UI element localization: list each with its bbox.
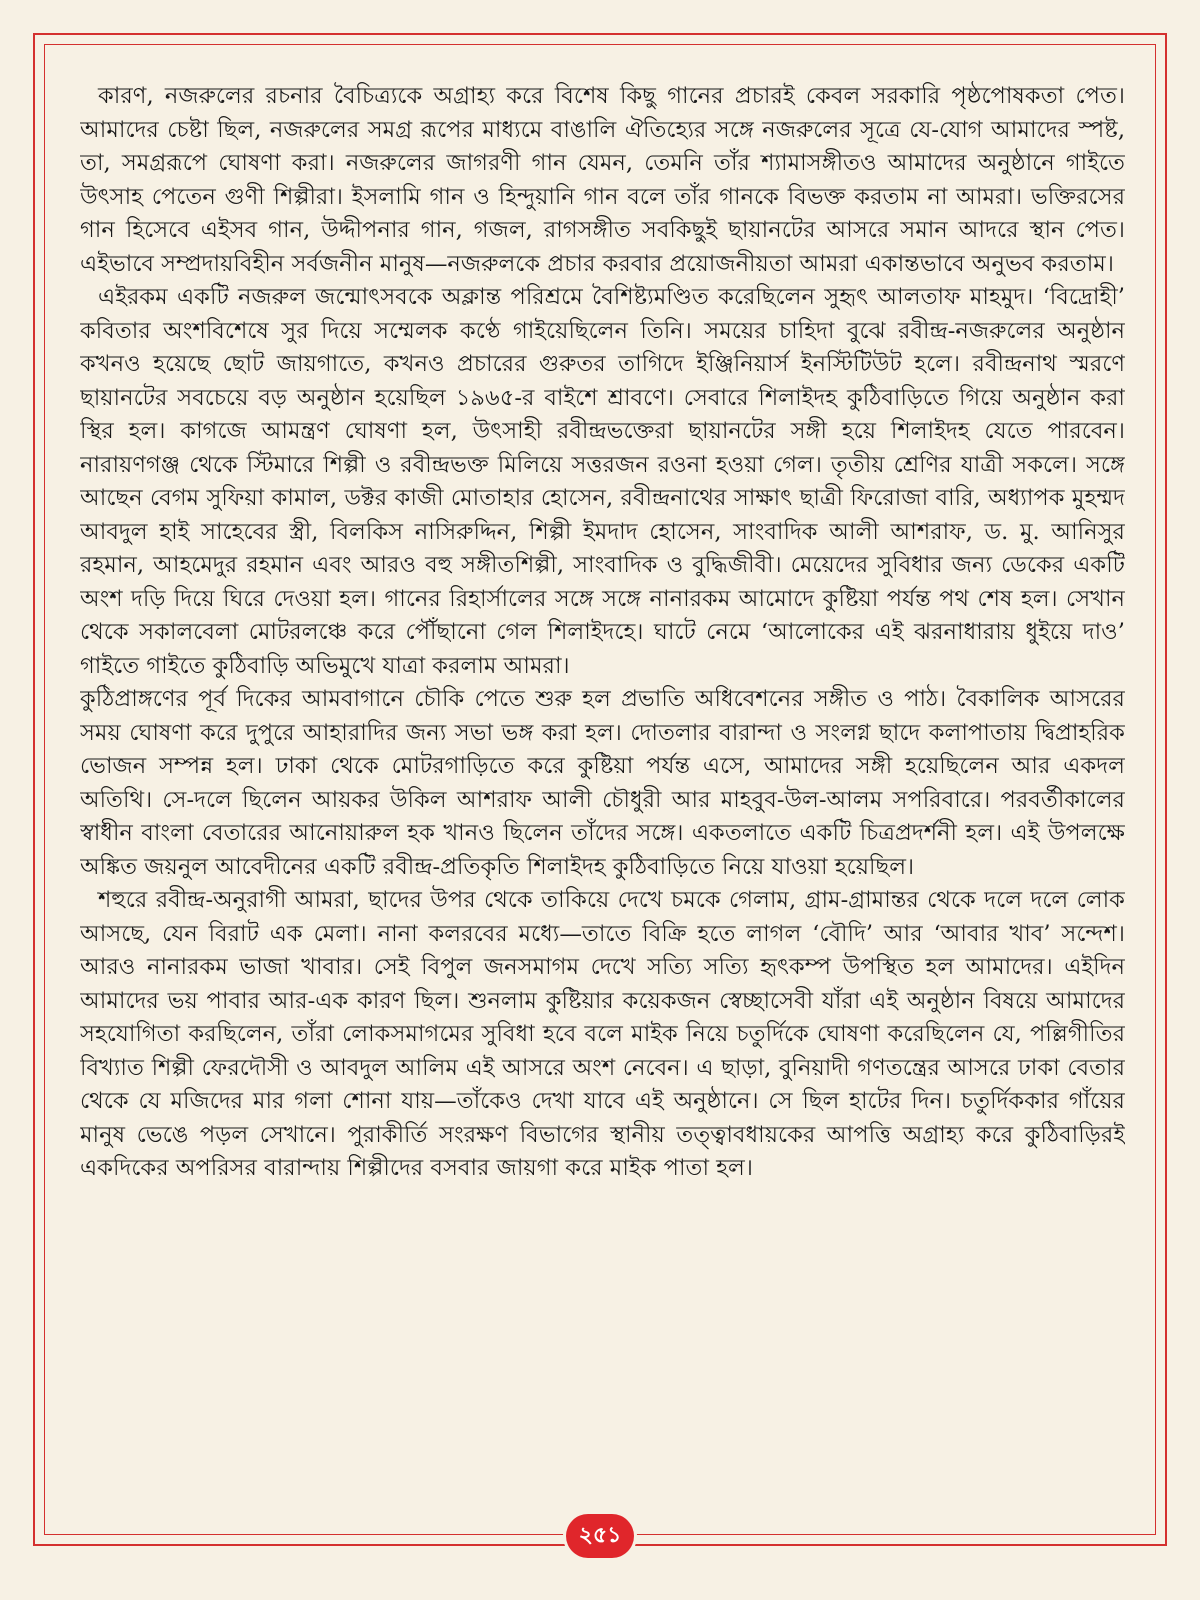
paragraph-4: শহুরে রবীন্দ্র-অনুরাগী আমরা, ছাদের উপর থেকে তাকিয়ে দেখে চমকে গেলাম, গ্রাম-গ্রামান্তর থেকে দলে দলে লোক আসছে, যেন বিরাট এক মেলা। নানা কলরবের মধ্যে—তাতে বিক্রি হতে লাগল ‘বৌদি’ আর ‘আবার খাব’ সন্দেশ। আরও নানারকম ভাজা খাবার। সেই বিপুল জনসমাগম দেখে সত্যি সত্যি হৃৎকম্প উপস্থিত হল আমাদের। এইদিন আমাদের ভয় পাবার আর-এক কারণ ছিল। শুনলাম কুষ্টিয়ার কয়েকজন স্বেচ্ছাসেবী যাঁরা এই অনুষ্ঠান বিষয়ে আমাদের সহযোগিতা করছিলেন, তাঁরা লোকসমাগমের সুবিধা হবে বলে মাইক নিয়ে চতুর্দিকে ঘোষণা করেছিলেন যে, পল্লিগীতির বিখ্যাত শিল্পী ফেরদৌসী ও আবদুল আলিম এই আসরে অংশ নেবেন। এ ছাড়া, বুনিয়াদী গণতন্ত্রের আসরে ঢাকা বেতার থেকে যে মজিদের মার গলা শোনা যায়—তাঁকেও দেখা যাবে এই অনুষ্ঠানে। সে ছিল হাটের দিন। চতুর্দিককার গাঁয়ের মানুষ ভেঙে পড়ল সেখানে। পুরাকীর্তি সংরক্ষণ বিভাগের স্থানীয় তত্ত্বাবধায়কের আপত্তি অগ্রাহ্য করে কুঠিবাড়িরই একদিকের অপরিসর বারান্দায় শিল্পীদের বসবার জায়গা করে মাইক পাতা হল। [80,887,1125,1181]
paragraph-3: কুঠিপ্রাঙ্গণের পূর্ব দিকের আমবাগানে চৌকি পেতে শুরু হল প্রভাতি অধিবেশনের সঙ্গীত ও পাঠ। বৈকালিক আসরের সময় ঘোষণা করে দুপুরে আহারাদির জন্য সভা ভঙ্গ করা হল। দোতলার বারান্দা ও সংলগ্ন ছাদে কলাপাতায় দ্বিপ্রাহরিক ভোজন সম্পন্ন হল। ঢাকা থেকে মোটরগাড়িতে করে কুষ্টিয়া পর্যন্ত এসে, আমাদের সঙ্গী হয়েছিলেন আর একদল অতিথি। সে-দলে ছিলেন আয়কর উকিল আশরাফ আলী চৌধুরী আর মাহবুব-উল-আলম সপরিবারে। পরবর্তীকালের স্বাধীন বাংলা বেতারের আনোয়ারুল হক খানও ছিলেন তাঁদের সঙ্গে। একতলাতে একটি চিত্রপ্রদর্শনী হল। এই উপলক্ষে অঙ্কিত জয়নুল আবেদীনের একটি রবীন্দ্র-প্রতিকৃতি শিলাইদহ কুঠিবাড়িতে নিয়ে যাওয়া হয়েছিল। [80,686,1125,880]
page-body [80,80,1125,1505]
paragraph-2: এইরকম একটি নজরুল জন্মোৎসবকে অক্লান্ত পরিশ্রমে বৈশিষ্ট্যমণ্ডিত করেছিলেন সুহৃৎ আলতাফ মাহমুদ। ‘বিদ্রোহী’ কবিতার অংশবিশেষে সুর দিয়ে সম্মেলক কণ্ঠে গাইয়েছিলেন তিনি। সময়ের চাহিদা বুঝে রবীন্দ্র-নজরুলের অনুষ্ঠান কখনও হয়েছে ছোট জায়গাতে, কখনও প্রচারের গুরুতর তাগিদে ইঞ্জিনিয়ার্স ইনস্টিটিউট হলে। রবীন্দ্রনাথ স্মরণে ছায়ানটের সবচেয়ে বড় অনুষ্ঠান হয়েছিল ১৯৬৫-র বাইশে শ্রাবণে। সেবারে শিলাইদহ কুঠিবাড়িতে গিয়ে অনুষ্ঠান করা স্থির হল। কাগজে আমন্ত্রণ ঘোষণা হল, উৎসাহী রবীন্দ্রভক্তেরা ছায়ানটের সঙ্গী হয়ে শিলাইদহ যেতে পারবেন। নারায়ণগঞ্জ থেকে স্টিমারে শিল্পী ও রবীন্দ্রভক্ত মিলিয়ে সত্তরজন রওনা হওয়া গেল। তৃতীয় শ্রেণির যাত্রী সকলে। সঙ্গে আছেন বেগম সুফিয়া কামাল, ডক্টর কাজী মোতাহার হোসেন, রবীন্দ্রনাথের সাক্ষাৎ ছাত্রী ফিরোজা বারি, অধ্যাপক মুহম্মদ আবদুল হাই সাহেবের স্ত্রী, বিলকিস নাসিরুদ্দিন, শিল্পী ইমদাদ হোসেন, সাংবাদিক আলী আশরাফ, ড. মু. আনিসুর রহমান, আহমেদুর রহমান এবং আরও বহু সঙ্গীতশিল্পী, সাংবাদিক ও বুদ্ধিজীবী। মেয়েদের সুবিধার জন্য ডেকের একটি অংশ দড়ি দিয়ে ঘিরে দেওয়া হল। গানের রিহার্সালের সঙ্গে সঙ্গে নানারকম আমোদে কুষ্টিয়া পর্যন্ত পথ শেষ হল। সেখান থেকে সকালবেলা মোটরলঞ্চে করে পৌঁছানো গেল শিলাইদহে। ঘাটে নেমে ‘আলোকের এই ঝরনাধারায় ধুইয়ে দাও’ গাইতে গাইতে কুঠিবাড়ি অভিমুখে যাত্রা করলাম আমরা। [80,284,1125,679]
paragraph-1: কারণ, নজরুলের রচনার বৈচিত্র্যকে অগ্রাহ্য করে বিশেষ কিছু গানের প্রচারই কেবল সরকারি পৃষ্ঠপোষকতা পেত। আমাদের চেষ্টা ছিল, নজরুলের সমগ্র রূপের মাধ্যমে বাঙালি ঐতিহ্যের সঙ্গে নজরুলের সূত্রে যে-যোগ আমাদের স্পষ্ট, তা, সমগ্ররূপে ঘোষণা করা। নজরুলের জাগরণী গান যেমন, তেমনি তাঁর শ্যামাসঙ্গীতও আমাদের অনুষ্ঠানে গাইতে উৎসাহ পেতেন গুণী শিল্পীরা। ইসলামি গান ও হিন্দুয়ানি গান বলে তাঁর গানকে বিভক্ত করতাম না আমরা। ভক্তিরসের গান হিসেবে এইসব গান, উদ্দীপনার গান, গজল, রাগসঙ্গীত সবকিছুই ছায়ানটের আসরে সমান আদরে স্থান পেত। এইভাবে সম্প্রদায়বিহীন সর্বজনীন মানুষ—নজরুলকে প্রচার করবার প্রয়োজনীয়তা আমরা একান্তভাবে অনুভব করতাম। [80,83,1125,277]
page-number-badge: ২৫১ [566,1514,634,1558]
